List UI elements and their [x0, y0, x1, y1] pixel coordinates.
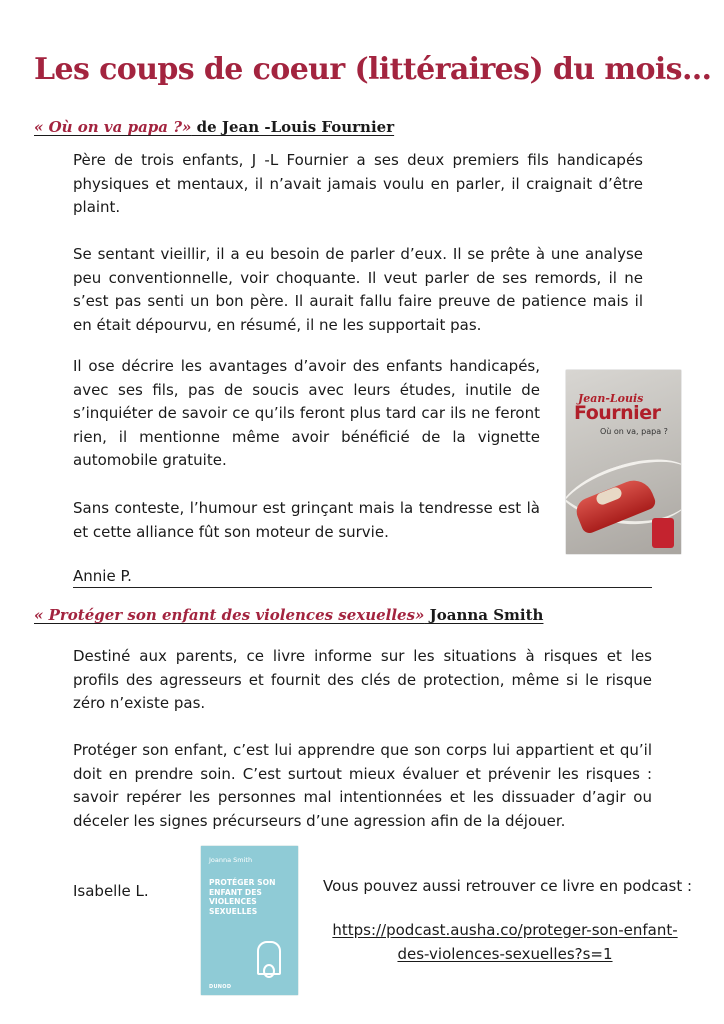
cover-author: Joanna Smith [209, 856, 253, 864]
book-author: Joanna Smith [424, 606, 544, 624]
child-figure-icon [263, 964, 275, 978]
book-heading-1 [34, 118, 394, 136]
book-title: « Où on va papa ?» [34, 118, 192, 136]
cover-publisher: DUNOD [209, 984, 232, 990]
review-paragraph: Père de trois enfants, J -L Fournier a ses deux premiers fils handicapés physiques et mentaux, il n’avait jamais voulu en parler, il craignait d’être plaint. [73, 151, 643, 216]
podcast-link[interactable]: https://podcast.ausha.co/proteger-son-enfant-des-violences-sexuelles?s=1 [332, 921, 678, 963]
review-paragraph: Destiné aux parents, ce livre informe sur les situations à risques et les profils des agresseurs et fournit des clés de protection, même si le risque zéro n’existe pas. [73, 647, 652, 712]
cover-author-first: Jean-Louis [578, 392, 644, 405]
review-paragraph: Se sentant vieillir, il a eu besoin de parler d’eux. Il se prête à une analyse peu conventionnelle, voir choquante. Il veut parler de ses remords, il ne s’est pas senti un bon père. Il aurait fallu faire preuve de patience mais il en était dépourvu, en résumé, il ne les supportait pas. [73, 245, 643, 334]
book-cover-proteger-son-enfant [201, 846, 298, 995]
review-signature: Isabelle L. [73, 882, 149, 900]
page-title: Les coups de coeur (littéraires) du mois… [34, 52, 712, 87]
review-paragraph: Sans conteste, l’humour est grinçant mais la tendresse est là et cette alliance fût son moteur de survie. [73, 499, 540, 541]
section-divider [73, 587, 652, 588]
cover-subtitle: Où on va, papa ? [600, 427, 668, 436]
book-heading-2 [34, 606, 543, 624]
review-paragraph: Il ose décrire les avantages d’avoir des enfants handicapés, avec ses fils, pas de soucis avec leurs études, inutile de s’inquiéter de savoir ce qu’ils feront plus tard car ils ne feront rien, il mentionne même avoir bénéficié de la vignette automobile gratuite. [73, 357, 540, 469]
publisher-logo-icon [652, 518, 674, 548]
cover-author-last: Fournier [574, 402, 661, 424]
book-author: de Jean -Louis Fournier [191, 118, 395, 136]
podcast-note: Vous pouvez aussi retrouver ce livre en podcast : [323, 877, 693, 895]
book-title: « Protéger son enfant des violences sexuelles» [34, 606, 425, 624]
review-paragraph: Protéger son enfant, c’est lui apprendre que son corps lui appartient et qu’il doit en prendre soin. C’est surtout mieux évaluer et prévenir les risques : savoir repérer les personnes mal intentionnées et les dissuader d’agir ou déceler les signes précurseurs d’une agression afin de la déjouer. [73, 741, 652, 830]
cover-title: PROTÉGER SON ENFANT DES VIOLENCES SEXUELLES [209, 878, 276, 916]
review-signature: Annie P. [73, 567, 132, 585]
book-cover-ou-on-va-papa [566, 370, 681, 554]
